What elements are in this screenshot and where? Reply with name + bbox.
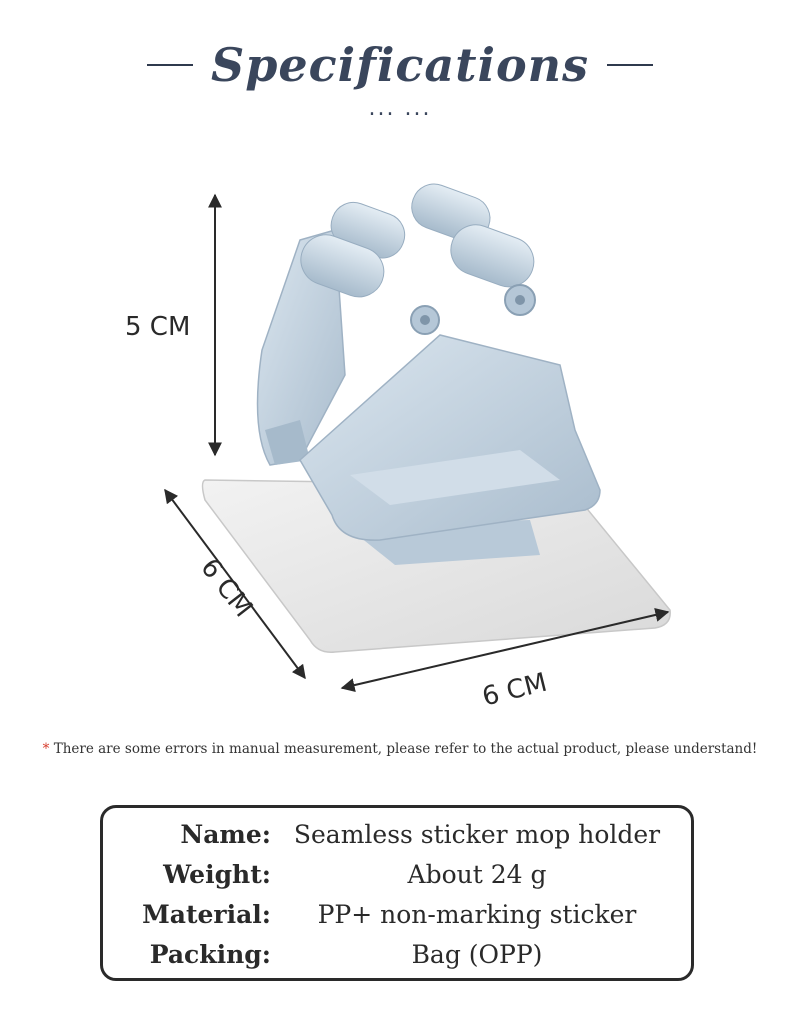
title-row [0,30,800,100]
note-asterisk: * [42,741,50,757]
spec-value: PP+ non-marking sticker [317,899,637,929]
spec-table [100,805,694,981]
height-label: 5 CM [125,312,191,342]
spec-key: Name: [180,819,271,849]
note-text: There are some errors in manual measurement, please refer to the actual product, please understand! [53,741,758,757]
title-right-line [607,64,653,66]
width-label: 6 CM [479,667,551,713]
title-left-line [147,64,193,66]
spec-row-weight [103,854,691,894]
spec-key: Weight: [163,859,271,889]
spec-value: Bag (OPP) [411,939,543,969]
spec-key: Packing: [149,939,271,969]
spec-value: About 24 g [407,859,547,889]
page-title: Specifications [211,38,589,92]
product-illustration [0,130,800,730]
depth-label: 6 CM [194,553,259,624]
spec-value: Seamless sticker mop holder [293,819,661,849]
spec-row-material [103,894,691,934]
spec-key: Material: [142,899,271,929]
title-dots: ... ... [368,96,432,121]
measurement-note [0,741,800,757]
spec-row-name [103,814,691,854]
spec-row-packing [103,934,691,974]
